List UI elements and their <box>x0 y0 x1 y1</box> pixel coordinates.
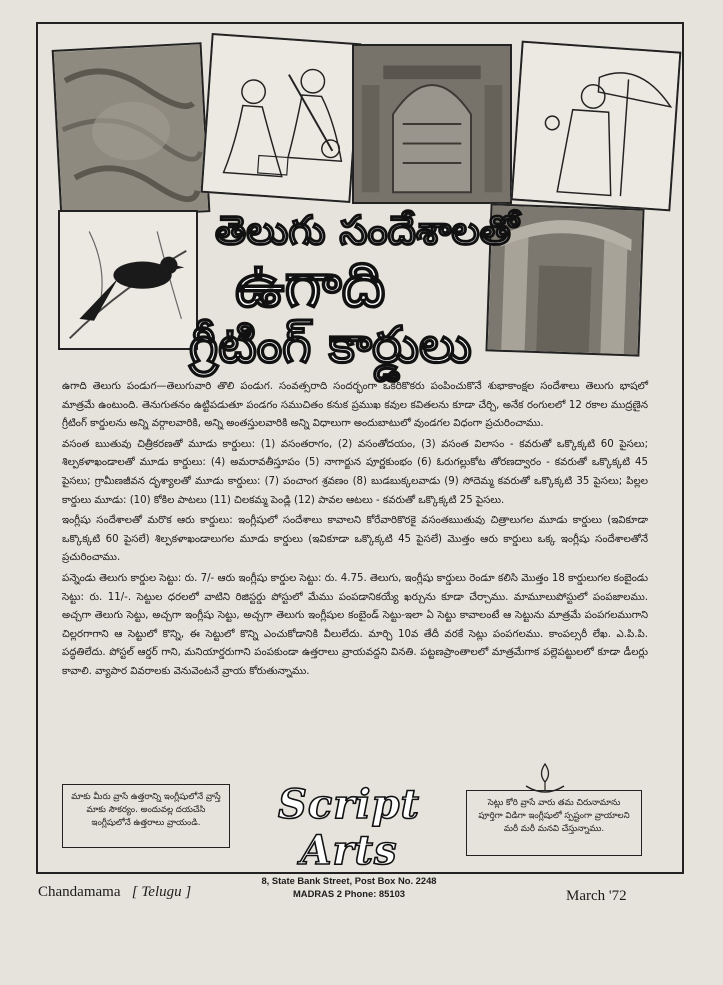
magazine-name: Chandamama <box>38 884 121 900</box>
illustration-kokila-bird <box>58 210 198 350</box>
bird-art <box>60 212 196 348</box>
address-line-1: 8, State Bank Street, Post Box No. 2248 <box>261 875 437 886</box>
note-write-in-english: మాకు మీరు వ్రాసే ఉత్తరాన్ని ఇంగ్లీషులోనే వ్రాస్తే మాకు సౌకర్యం. అందువల్ల దయచేసి ఇంగ్లీషులోనే ఉత్తరాలు వ్రాయండి. <box>62 784 230 848</box>
texture-art <box>54 44 208 217</box>
paragraph-intro: ఉగాది తెలుగు పండుగ—తెలుగువారి తొలి పండుగ. సంవత్సరాది సందర్భంగా ఒకరికొకరు పంపించుకొనే శుభాకాంక్షల సందేశాలు తెలుగు భాషలో మాత్రమే ఉంటుంది. తెనుగుతనం ఉట్టిపడుతూ పండగం సముచితం కనుక ప్రముఖ కవుల కవితలను కూడా చేర్చి, అనేక రంగులలో 12 రకాల ముద్రణైన గ్రీటింగ్ కార్డులను అన్ని వర్గాలవారికి, అన్ని అంతస్తులవారికి అన్ని విధాలుగా అందుబాటులో వుండగల విధంగా ప్రచురించాము. <box>62 381 648 430</box>
umbrella-man-art <box>513 43 680 210</box>
illustration-women-veena <box>201 33 362 203</box>
women-art <box>203 35 360 201</box>
paragraph-english-cards: ఇంగ్లీషు సందేశాలతో మరొక ఆరు కార్డులు: ఇంగ్లీషులో సందేశాలు కావాలని కోరేవారికొరకై వసంతఋతువు చిత్రాలుగల మూడు కార్డులు (ఇవికూడా ఒక్కొక్కటి 60 పైసలే) శిల్పకళాఖండాలుగల మూడు కార్డులు (ఇవికూడా ఒక్కొక్కటి 45 పైసలే) మొత్తం ఆరు కార్డులు ఒక్క ఇంగ్లీషు సందేశాలతోనే ప్రచురించాము. <box>62 515 648 564</box>
title-line-telugu-messages: తెలుగు సందేశాలతో <box>215 208 519 254</box>
address-line-2: MADRAS 2 Phone: 85103 <box>292 888 405 899</box>
footer-publication <box>38 884 191 901</box>
ad-body <box>62 378 648 684</box>
note-address-instructions: సెట్లు కోరి వ్రాసే వారు తమ చిరునామాను పూర్తిగా విడిగా ఇంగ్లీషులో స్పష్టంగా వ్రాయాలని మరీ మరీ మనవి చేస్తున్నాము. <box>466 790 642 856</box>
illustration-vasanta-texture <box>52 42 211 220</box>
title-line-ugadi: ఉగాది <box>235 248 386 321</box>
title-line-greeting-cards: గ్రీటింగ్ కార్డులు <box>189 316 472 374</box>
magazine-language: [ Telugu ] <box>131 884 192 900</box>
illustration-amaravati-stupa <box>352 44 512 204</box>
paragraph-prices-terms: పన్నెండు తెలుగు కార్డుల సెట్టు: రు. 7/- ఆరు ఇంగ్లీషు కార్డుల సెట్టు: రు. 4.75. తెలుగు, ఇంగ్లీషు కార్డులు రెండూ కలిసి మొత్తం 18 కార్డులుగల కంబైండు సెట్టు: రు. 11/-. సెట్టుల ధరలలో వాటిని రిజిస్టర్డు పోస్టులో మేము పంపడానికయ్యే ఖర్చును కూడా చేర్చాము. మామూలుపోస్టులో పంపజాలము. అచ్చగా తెలుగు సెట్టు, అచ్చగా ఇంగ్లీషు సెట్టు, అచ్చగా తెలుగు ఇంగ్లీషుల కంబైండ్ సెట్టు-ఇలా ఏ సెట్టు కావాలంటే ఆ సెట్టును మాత్రమే పంపగలముగాని చిల్లరగాగాని ఆ సెట్టులో కొన్ని, ఈ సెట్టులో కొన్ని ఎంచుకోడానికి వీలులేదు. మార్చి 10వ తేదీ వరకే సెట్లు పంపగలము. కాంపల్సరీ లేఖ. ఎ.పి.పి. పద్ధతిలేదు. పోస్టల్ ఆర్డర్ గాని, మనియార్డరుగాని పంపకుండా ఉత్తరాలు వ్రాయవద్దని వినతి. పట్టణప్రాంతాలలో మాత్రమేగాక పల్లెపట్టులలో కూడా డీలర్లు కావాలి. వ్యాపార వివరాలకు వెనువెంటనే వ్రాయ కోరుతున్నాము. <box>62 572 648 677</box>
stupa-art <box>354 46 510 202</box>
footer-issue-date: March '72 <box>566 888 627 904</box>
brand-logo: Script Arts <box>278 781 420 874</box>
brand-block <box>240 782 458 900</box>
paragraph-card-list: వసంత ఋతువు చిత్రీకరణతో మూడు కార్డులు: (1) వసంతరాగం, (2) వసంతోదయం, (3) వసంత విలాసం - కవరుతో ఒక్కొక్కటి 60 పైసలు; శిల్పకళాఖండాలతో మూడు కార్డులు: (4) అమరావతీస్తూపం (5) నాగార్జున పూర్ణకుంభం (6) ఓరుగల్లుకోట తోరణద్వారం - కవరుతో ఒక్కొక్కటి 45 పైసలు; గ్రామీణజీవన దృశ్యాలతో మూడు కార్డులు: (7) పంచాంగ శ్రవణం (8) బుడబుక్కలవాడు (9) సోదెమ్మ కవరుతో ఒక్కొక్కటి 35 పైసలు; పిల్లల కార్డులు మూడు: (10) కోకిల పాటలు (11) చిలకమ్మ పెండ్లి (12) పావల ఆటలు - కవరుతో ఒక్కొక్కటి 25 పైసలు. <box>62 438 648 506</box>
illustration-budabukkalavadu <box>511 41 682 212</box>
ad-title <box>189 208 519 378</box>
